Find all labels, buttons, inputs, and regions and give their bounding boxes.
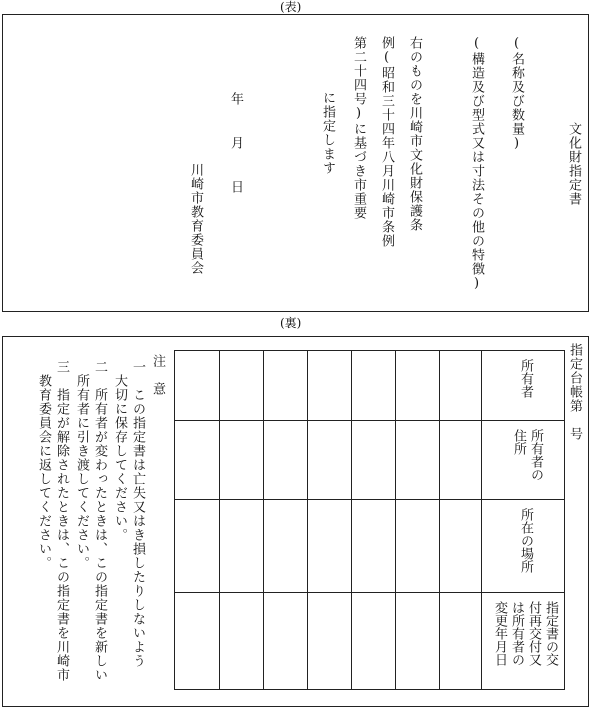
table-cell (308, 351, 351, 421)
header-reissue-date: 指定書の交 付再交付又 は所有者の 変更年月日 (492, 601, 558, 666)
front-panel (2, 14, 589, 312)
table-cell (175, 593, 219, 689)
table-cell (175, 421, 219, 500)
table-column (220, 351, 264, 689)
front-side-label: (表) (280, 0, 302, 14)
table-cell (440, 351, 481, 421)
table-cell (396, 500, 439, 593)
note-line-1: 一 この指定書は亡失又はき損したりしないよう (130, 360, 145, 668)
table-cell (396, 421, 439, 500)
table-column (264, 351, 308, 689)
notes-heading: 注 意 (150, 354, 165, 396)
table-cell (264, 421, 307, 500)
note-line-5: 三 指定が解除されたときは、この指定書を川崎市 (54, 360, 69, 682)
table-cell (220, 593, 263, 689)
header-owner-address: 所有者の 住所 (511, 429, 543, 481)
header-cell-owner-address (482, 421, 564, 500)
note-line-2: 大切に保存してください。 (112, 360, 127, 542)
designation-body-line2: 例(昭和三十四年八月川崎市条例 (379, 36, 394, 248)
table-cell (308, 500, 351, 593)
table-cell (440, 421, 481, 500)
record-table (174, 350, 565, 690)
table-cell (352, 593, 395, 689)
table-cell (352, 351, 395, 421)
designation-body-line1: 右のものを川崎市文化財保護条 (407, 36, 422, 232)
table-cell (264, 500, 307, 593)
table-column (175, 351, 220, 689)
header-cell-location (482, 500, 564, 593)
table-cell (396, 593, 439, 689)
date-day: 日 (228, 180, 243, 194)
table-cell (352, 421, 395, 500)
header-cell-owner (482, 351, 564, 421)
structure-field: (構造及び型式又は寸法その他の特徴) (469, 36, 484, 292)
register-number: 指定台帳第 号 (567, 343, 582, 441)
item-name-field: (名称及び数量) (509, 36, 524, 152)
table-cell (440, 500, 481, 593)
header-location: 所在の場所 (518, 508, 533, 573)
header-owner: 所有者 (518, 359, 533, 398)
note-line-3: 二 所有者が変わったときは、この指定書を新しい (92, 360, 107, 682)
issuer-name: 川崎市教育委員会 (188, 163, 203, 275)
certificate-title: 文化財指定書 (566, 122, 581, 206)
table-cell (308, 421, 351, 500)
designation-body-line3: 第二十四号)に基づき市重要 (351, 36, 366, 220)
table-column (352, 351, 396, 689)
table-cell (175, 500, 219, 593)
table-cell (308, 593, 351, 689)
note-line-4: 所有者に引き渡してください。 (74, 360, 89, 570)
back-side-label: (裏) (280, 316, 302, 330)
table-cell (220, 421, 263, 500)
table-column (308, 351, 352, 689)
table-cell (220, 500, 263, 593)
table-cell (396, 351, 439, 421)
note-line-6: 教育委員会に返してください。 (36, 360, 51, 570)
table-column (396, 351, 440, 689)
date-month: 月 (228, 136, 243, 150)
table-cell (175, 351, 219, 421)
date-year: 年 (228, 92, 243, 106)
table-cell (352, 500, 395, 593)
table-cell (440, 593, 481, 689)
designation-body-line4: に指定します (320, 91, 335, 175)
header-cell-reissue (482, 593, 564, 689)
table-header-column (482, 351, 564, 689)
table-cell (264, 351, 307, 421)
table-column (440, 351, 482, 689)
table-cell (220, 351, 263, 421)
table-cell (264, 593, 307, 689)
